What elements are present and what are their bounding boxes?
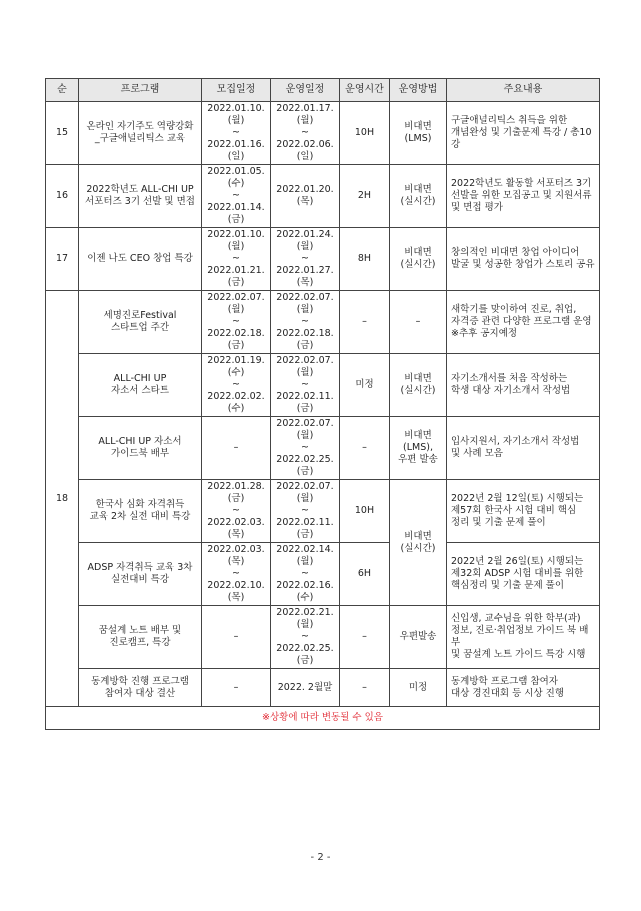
note-row (46, 707, 600, 730)
recruit-period: 2022.01.10.(월) ~ 2022.01.16.(일) (202, 102, 271, 165)
col-header-operate: 운영일정 (271, 79, 340, 102)
operate-hours: 10H (340, 480, 390, 543)
main-content: 입사지원서, 자기소개서 작성법 및 사례 모음 (447, 417, 600, 480)
operate-hours: 2H (340, 165, 390, 228)
main-content: 신입생, 교수님을 위한 학부(과) 정보, 진로·취업정보 가이드 북 배부 및 꿈설계 노트 가이드 특강 시행 (447, 606, 600, 669)
program-name: 이젠 나도 CEO 창업 특강 (79, 228, 202, 291)
program-name: ALL-CHI UP 자소서 스타트 (79, 354, 202, 417)
operate-method: 비대면 (LMS) (390, 102, 447, 165)
main-content: 새학기를 맞이하여 진로, 취업, 자격증 관련 다양한 프로그램 운영 ※추후 공지예정 (447, 291, 600, 354)
table-row (46, 291, 600, 354)
main-content: 자기소개서를 처음 작성하는 학생 대상 자기소개서 작성법 (447, 354, 600, 417)
program-name: 세명진로Festival 스타트업 주간 (79, 291, 202, 354)
program-name: 한국사 심화 자격취득 교육 2차 실전 대비 특강 (79, 480, 202, 543)
program-name: 온라인 자기주도 역량강화 _구글애널리틱스 교육 (79, 102, 202, 165)
recruit-period: – (202, 669, 271, 707)
operate-method: 비대면 (실시간) (390, 354, 447, 417)
row-no: 18 (46, 291, 79, 707)
recruit-period: – (202, 606, 271, 669)
col-header-hours: 운영시간 (340, 79, 390, 102)
recruit-period: 2022.02.03.(목) ~ 2022.02.10.(목) (202, 543, 271, 606)
recruit-period: 2022.01.28.(금) ~ 2022.02.03.(목) (202, 480, 271, 543)
table-row (46, 165, 600, 228)
main-content: 2022년 2월 26일(토) 시행되는 제32회 ADSP 시험 대비를 위한 핵심정리 및 기출 문제 풀이 (447, 543, 600, 606)
operate-period: 2022.02.21.(월) ~ 2022.02.25.(금) (271, 606, 340, 669)
program-name: 2022학년도 ALL-CHI UP 서포터즈 3기 선발 및 면접 (79, 165, 202, 228)
col-header-content: 주요내용 (447, 79, 600, 102)
table-row (46, 354, 600, 417)
operate-period: 2022.02.07.(월) ~ 2022.02.11.(금) (271, 354, 340, 417)
header-row (46, 79, 600, 102)
main-content: 2022학년도 활동할 서포터즈 3기 선발을 위한 모집공고 및 지원서류 및 면접 평가 (447, 165, 600, 228)
recruit-period: 2022.01.10.(월) ~ 2022.01.21.(금) (202, 228, 271, 291)
program-name: 꿈설계 노트 배부 및 진로캠프, 특강 (79, 606, 202, 669)
operate-period: 2022.02.07.(월) ~ 2022.02.18.(금) (271, 291, 340, 354)
operate-method: 비대면 (실시간) (390, 480, 447, 606)
operate-method: 비대면 (실시간) (390, 228, 447, 291)
operate-period: 2022.01.24.(월) ~ 2022.01.27.(목) (271, 228, 340, 291)
row-no: 15 (46, 102, 79, 165)
operate-period: 2022. 2월말 (271, 669, 340, 707)
recruit-period: 2022.01.19.(수) ~ 2022.02.02.(수) (202, 354, 271, 417)
col-header-method: 운영방법 (390, 79, 447, 102)
operate-method: – (390, 291, 447, 354)
operate-hours: – (340, 417, 390, 480)
operate-hours: – (340, 606, 390, 669)
col-header-recruit: 모집일정 (202, 79, 271, 102)
row-no: 17 (46, 228, 79, 291)
table-row (46, 417, 600, 480)
table-row (46, 480, 600, 543)
table-row (46, 606, 600, 669)
program-name: ADSP 자격취득 교육 3차 실전대비 특강 (79, 543, 202, 606)
main-content: 2022년 2월 12일(토) 시행되는 제57회 한국사 시험 대비 핵심 정리 및 기출 문제 풀이 (447, 480, 600, 543)
program-name: 동계방학 진행 프로그램 참여자 대상 결산 (79, 669, 202, 707)
operate-method: 비대면 (LMS), 우편 발송 (390, 417, 447, 480)
row-no: 16 (46, 165, 79, 228)
table-row (46, 228, 600, 291)
operate-method: 우편발송 (390, 606, 447, 669)
operate-hours: – (340, 669, 390, 707)
operate-period: 2022.01.17.(월) ~ 2022.02.06.(일) (271, 102, 340, 165)
operate-hours: – (340, 291, 390, 354)
operate-period: 2022.02.07.(월) ~ 2022.02.11.(금) (271, 480, 340, 543)
operate-hours: 6H (340, 543, 390, 606)
col-header-no: 순 (46, 79, 79, 102)
operate-period: 2022.01.20.(목) (271, 165, 340, 228)
operate-hours: 8H (340, 228, 390, 291)
table-row (46, 669, 600, 707)
operate-period: 2022.02.14.(월) ~ 2022.02.16.(수) (271, 543, 340, 606)
main-content: 동계방학 프로그램 참여자 대상 경진대회 등 시상 진행 (447, 669, 600, 707)
col-header-program: 프로그램 (79, 79, 202, 102)
recruit-period: 2022.02.07.(월) ~ 2022.02.18.(금) (202, 291, 271, 354)
page-number: - 2 - (310, 852, 331, 863)
recruit-period: 2022.01.05.(수) ~ 2022.01.14.(금) (202, 165, 271, 228)
operate-period: 2022.02.07.(월) ~ 2022.02.25.(금) (271, 417, 340, 480)
table-row (46, 102, 600, 165)
main-content: 구글애널리틱스 취득을 위한 개념완성 및 기출문제 특강 / 총10강 (447, 102, 600, 165)
program-name: ALL-CHI UP 자소서 가이드북 배부 (79, 417, 202, 480)
operate-hours: 미정 (340, 354, 390, 417)
change-notice: ※상황에 따라 변동될 수 있음 (46, 707, 600, 730)
recruit-period: – (202, 417, 271, 480)
operate-method: 미정 (390, 669, 447, 707)
operate-method: 비대면 (실시간) (390, 165, 447, 228)
program-table (45, 78, 600, 730)
main-content: 창의적인 비대면 창업 아이디어 발굴 및 성공한 창업가 스토리 공유 (447, 228, 600, 291)
operate-hours: 10H (340, 102, 390, 165)
table-row (46, 543, 600, 606)
